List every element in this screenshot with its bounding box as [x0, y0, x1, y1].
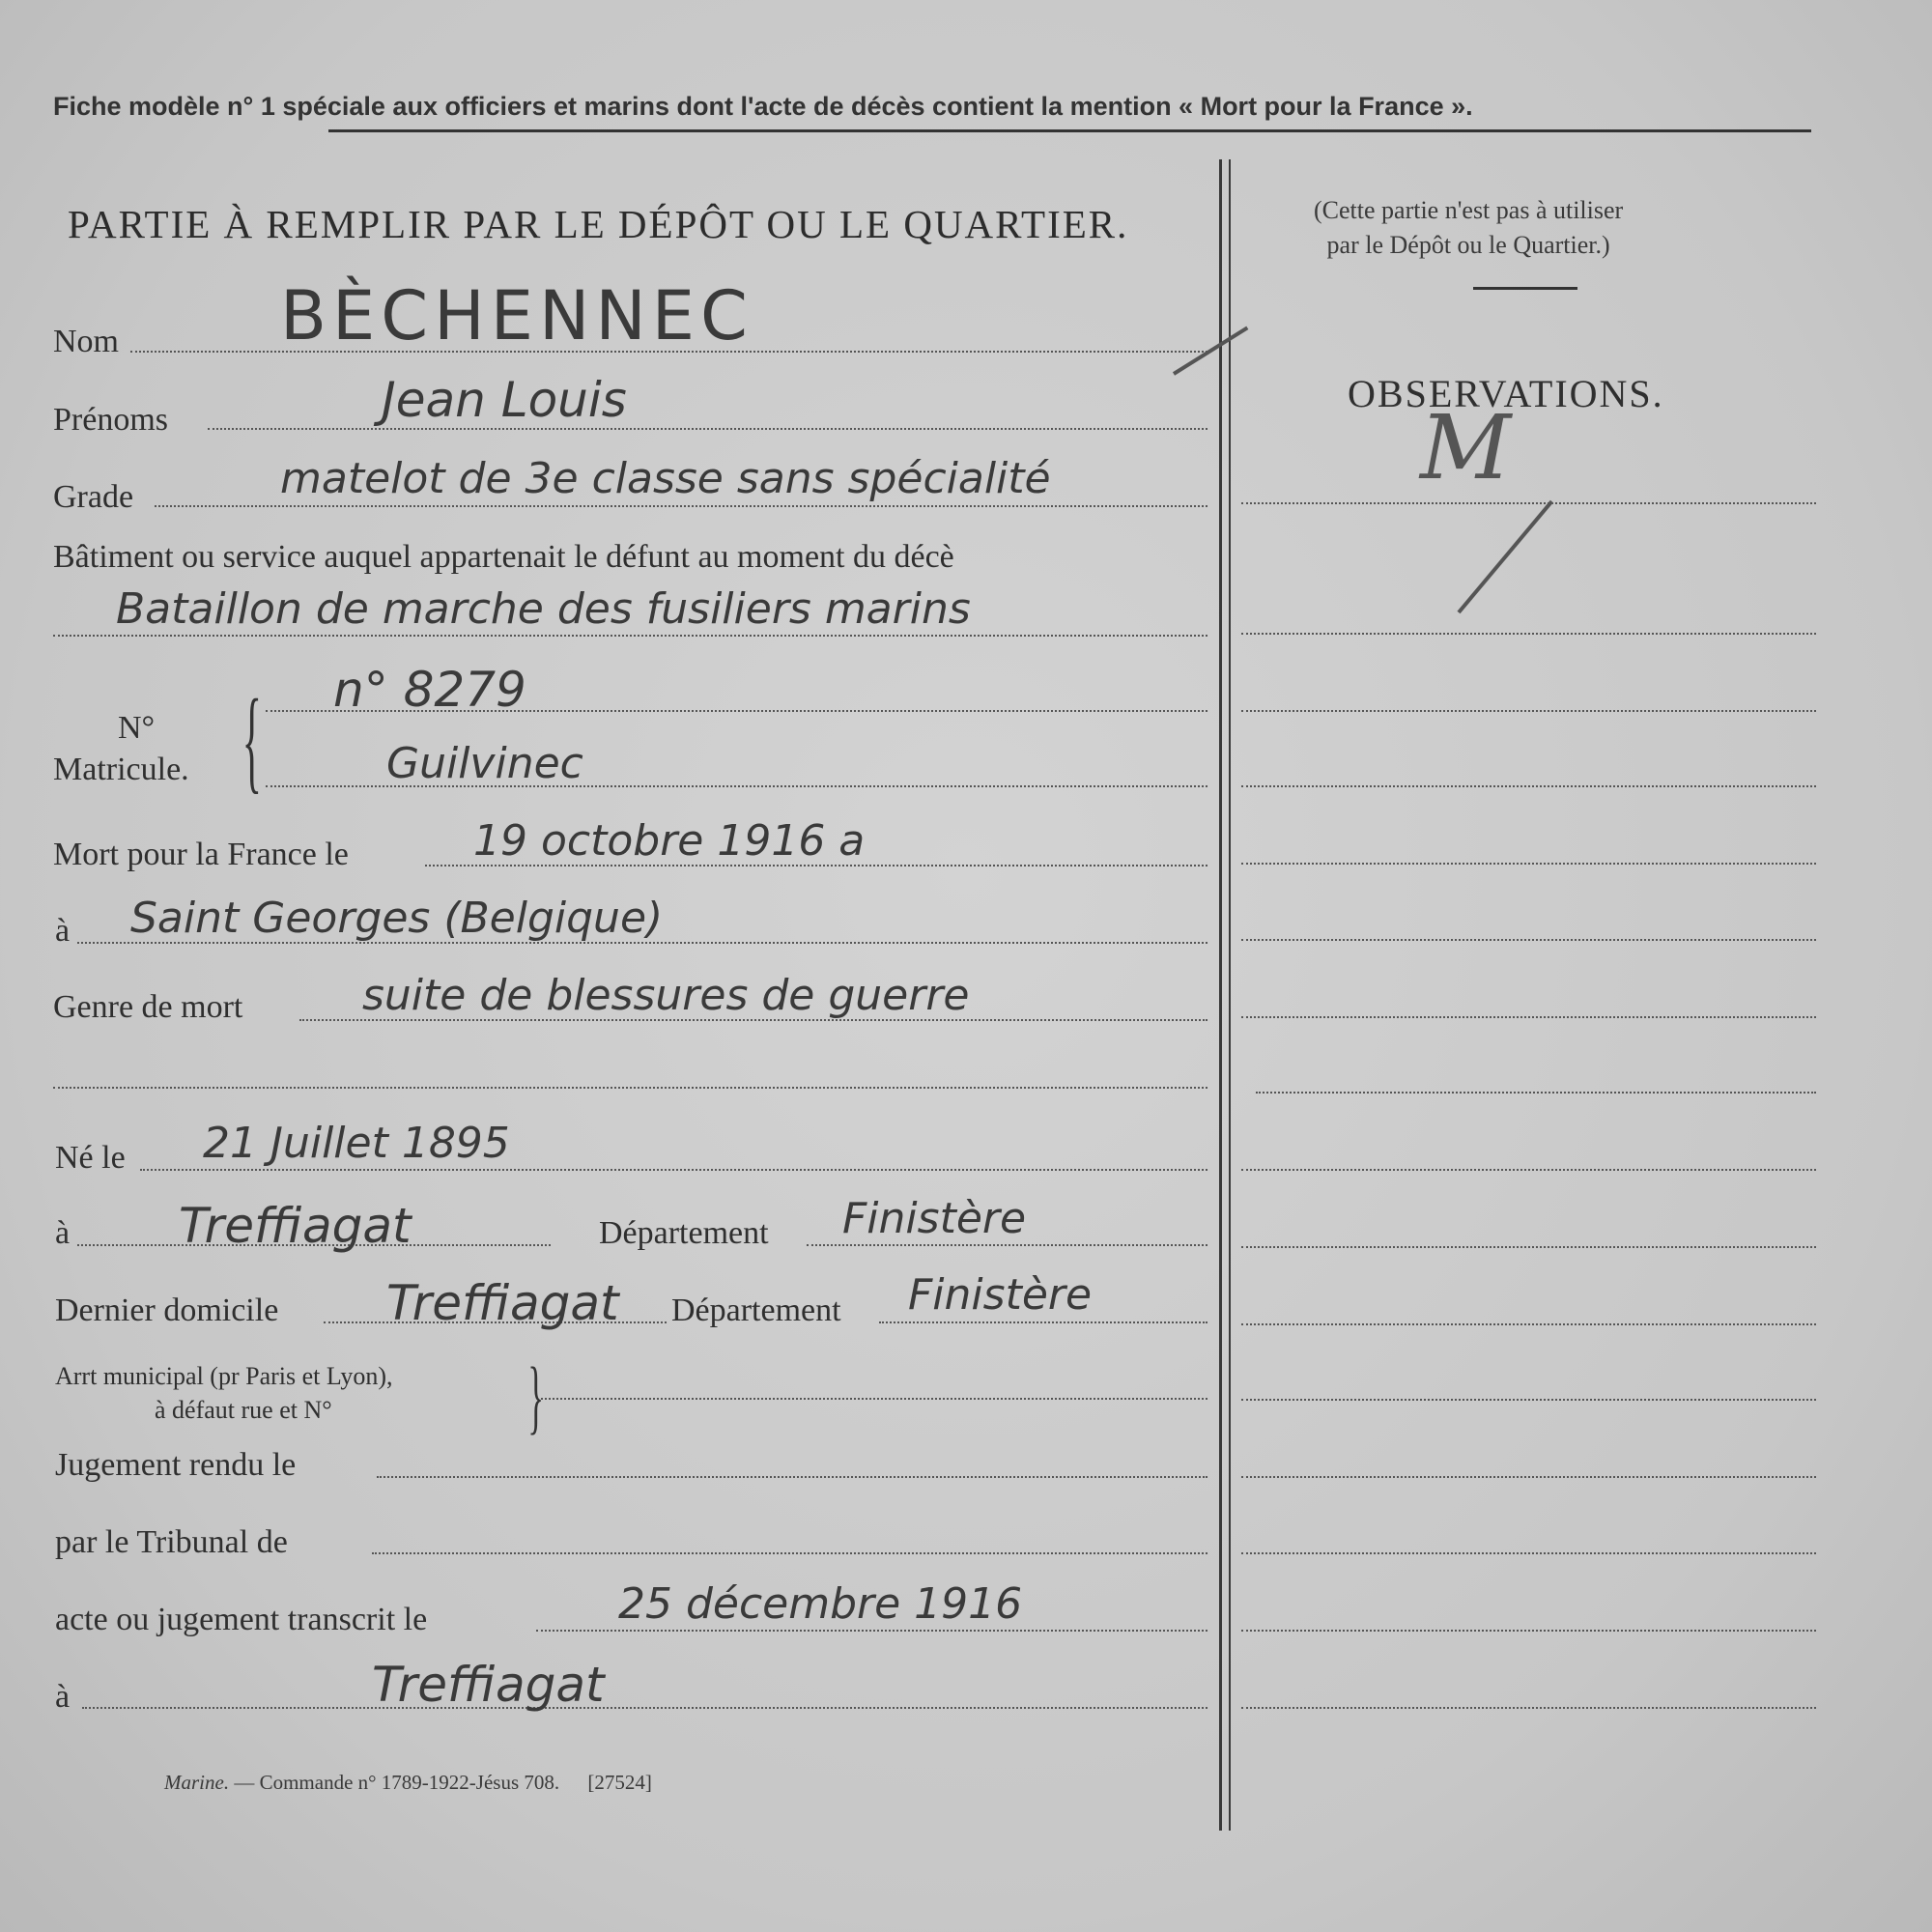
- matricule-no-label: N°: [118, 710, 156, 746]
- genre-label: Genre de mort: [53, 989, 243, 1025]
- observation-line: [1241, 1707, 1816, 1709]
- observation-line: [1241, 1323, 1816, 1325]
- column-divider: [1219, 159, 1222, 1831]
- nom-label: Nom: [53, 324, 119, 359]
- jugement-label: Jugement rendu le: [55, 1447, 297, 1483]
- observation-line: [1241, 1552, 1816, 1554]
- lieu-transcrit-value: Treffiagat: [372, 1657, 605, 1713]
- ne-le-value: 21 Juillet 1895: [203, 1119, 510, 1168]
- observation-line: [1241, 1630, 1816, 1632]
- domicile-dept-label: Département: [671, 1293, 841, 1328]
- domicile-value: Treffiagat: [386, 1275, 619, 1331]
- printer-footer: [164, 1771, 652, 1795]
- ne-le-label: Né le: [55, 1140, 126, 1176]
- mort-label: Mort pour la France le: [53, 837, 349, 872]
- observation-line: [1256, 1092, 1816, 1094]
- domicile-dept-value: Finistère: [908, 1270, 1093, 1320]
- jugement-line: [377, 1476, 1208, 1478]
- lieu-mort-label: à: [55, 913, 71, 949]
- form-header: Fiche modèle n° 1 spéciale aux officiers et marins dont l'acte de décès contient la mention « Mort pour la France ».: [53, 92, 1473, 121]
- header-underline: [328, 129, 1811, 132]
- matricule-brace: {: [242, 675, 262, 804]
- batiment-line: [53, 635, 1208, 637]
- ne-le-line: [140, 1169, 1208, 1171]
- observation-line: [1241, 710, 1816, 712]
- observation-line: [1241, 785, 1816, 787]
- observation-line: [1241, 502, 1816, 504]
- naissance-dept-line: [807, 1244, 1208, 1246]
- batiment-value: Bataillon de marche des fusiliers marins: [116, 584, 971, 634]
- lieu-naissance-value: Treffiagat: [179, 1198, 412, 1254]
- observation-line: [1241, 1399, 1816, 1401]
- observation-line: [1241, 939, 1816, 941]
- footer-text: — Commande n° 1789-1922-Jésus 708.: [234, 1771, 560, 1794]
- left-section-title: PARTIE À REMPLIR PAR LE DÉPÔT OU LE QUARTIER.: [68, 202, 1129, 246]
- right-note-rule: [1473, 287, 1577, 290]
- genre-value: suite de blessures de guerre: [362, 971, 970, 1020]
- right-note-line1: (Cette partie n'est pas à utiliser: [1314, 196, 1624, 224]
- naissance-dept-value: Finistère: [842, 1194, 1027, 1243]
- column-divider-inner: [1229, 159, 1231, 1831]
- domicile-label: Dernier domicile: [55, 1293, 279, 1328]
- lieu-mort-value: Saint Georges (Belgique): [130, 894, 664, 943]
- matricule-number: n° 8279: [333, 662, 526, 718]
- observation-line: [1241, 1016, 1816, 1018]
- arrondissement-line: [541, 1398, 1208, 1400]
- observation-line: [1241, 1476, 1816, 1478]
- right-section-note: [1314, 193, 1623, 263]
- prenoms-label: Prénoms: [53, 402, 168, 438]
- observation-line: [1241, 633, 1816, 635]
- batiment-label: Bâtiment ou service auquel appartenait le défunt au moment du décè: [53, 539, 954, 575]
- matricule-label: Matricule.: [53, 752, 189, 787]
- transcrit-label: acte ou jugement transcrit le: [55, 1602, 428, 1637]
- grade-label: Grade: [53, 479, 134, 515]
- arrondissement-label-2: à défaut rue et N°: [155, 1396, 332, 1424]
- right-note-line2: par le Dépôt ou le Quartier.): [1326, 231, 1610, 259]
- observation-line: [1241, 1169, 1816, 1171]
- observation-line: [1241, 863, 1816, 865]
- lieu-transcrit-label: à: [55, 1679, 71, 1715]
- transcrit-value: 25 décembre 1916: [618, 1579, 1023, 1629]
- domicile-dept-line: [879, 1321, 1208, 1323]
- nom-value: BÈCHENNEC: [280, 276, 753, 355]
- grade-value: matelot de 3e classe sans spécialité: [280, 454, 1051, 503]
- tribunal-label: par le Tribunal de: [55, 1524, 288, 1560]
- observations-mark: M: [1420, 396, 1512, 499]
- prenoms-value: Jean Louis: [382, 372, 627, 428]
- prenoms-line: [208, 428, 1208, 430]
- footer-publisher: Marine.: [164, 1771, 230, 1794]
- lieu-transcrit-line: [82, 1707, 1208, 1709]
- transcrit-line: [536, 1630, 1208, 1632]
- lieu-naissance-label: à: [55, 1215, 71, 1251]
- genre-extra-line: [53, 1087, 1208, 1089]
- naissance-dept-label: Département: [599, 1215, 769, 1251]
- arrondissement-label-1: Arrt municipal (pr Paris et Lyon),: [55, 1362, 393, 1390]
- matricule-place: Guilvinec: [386, 739, 583, 788]
- arrondissement-brace: }: [527, 1350, 544, 1442]
- observation-line: [1241, 1246, 1816, 1248]
- observations-slash: [1457, 500, 1552, 613]
- tribunal-line: [372, 1552, 1208, 1554]
- mort-value: 19 octobre 1916 a: [473, 816, 866, 866]
- grade-line: [155, 505, 1208, 507]
- footer-ref: [27524]: [587, 1771, 652, 1794]
- observations-title: OBSERVATIONS.: [1348, 372, 1664, 415]
